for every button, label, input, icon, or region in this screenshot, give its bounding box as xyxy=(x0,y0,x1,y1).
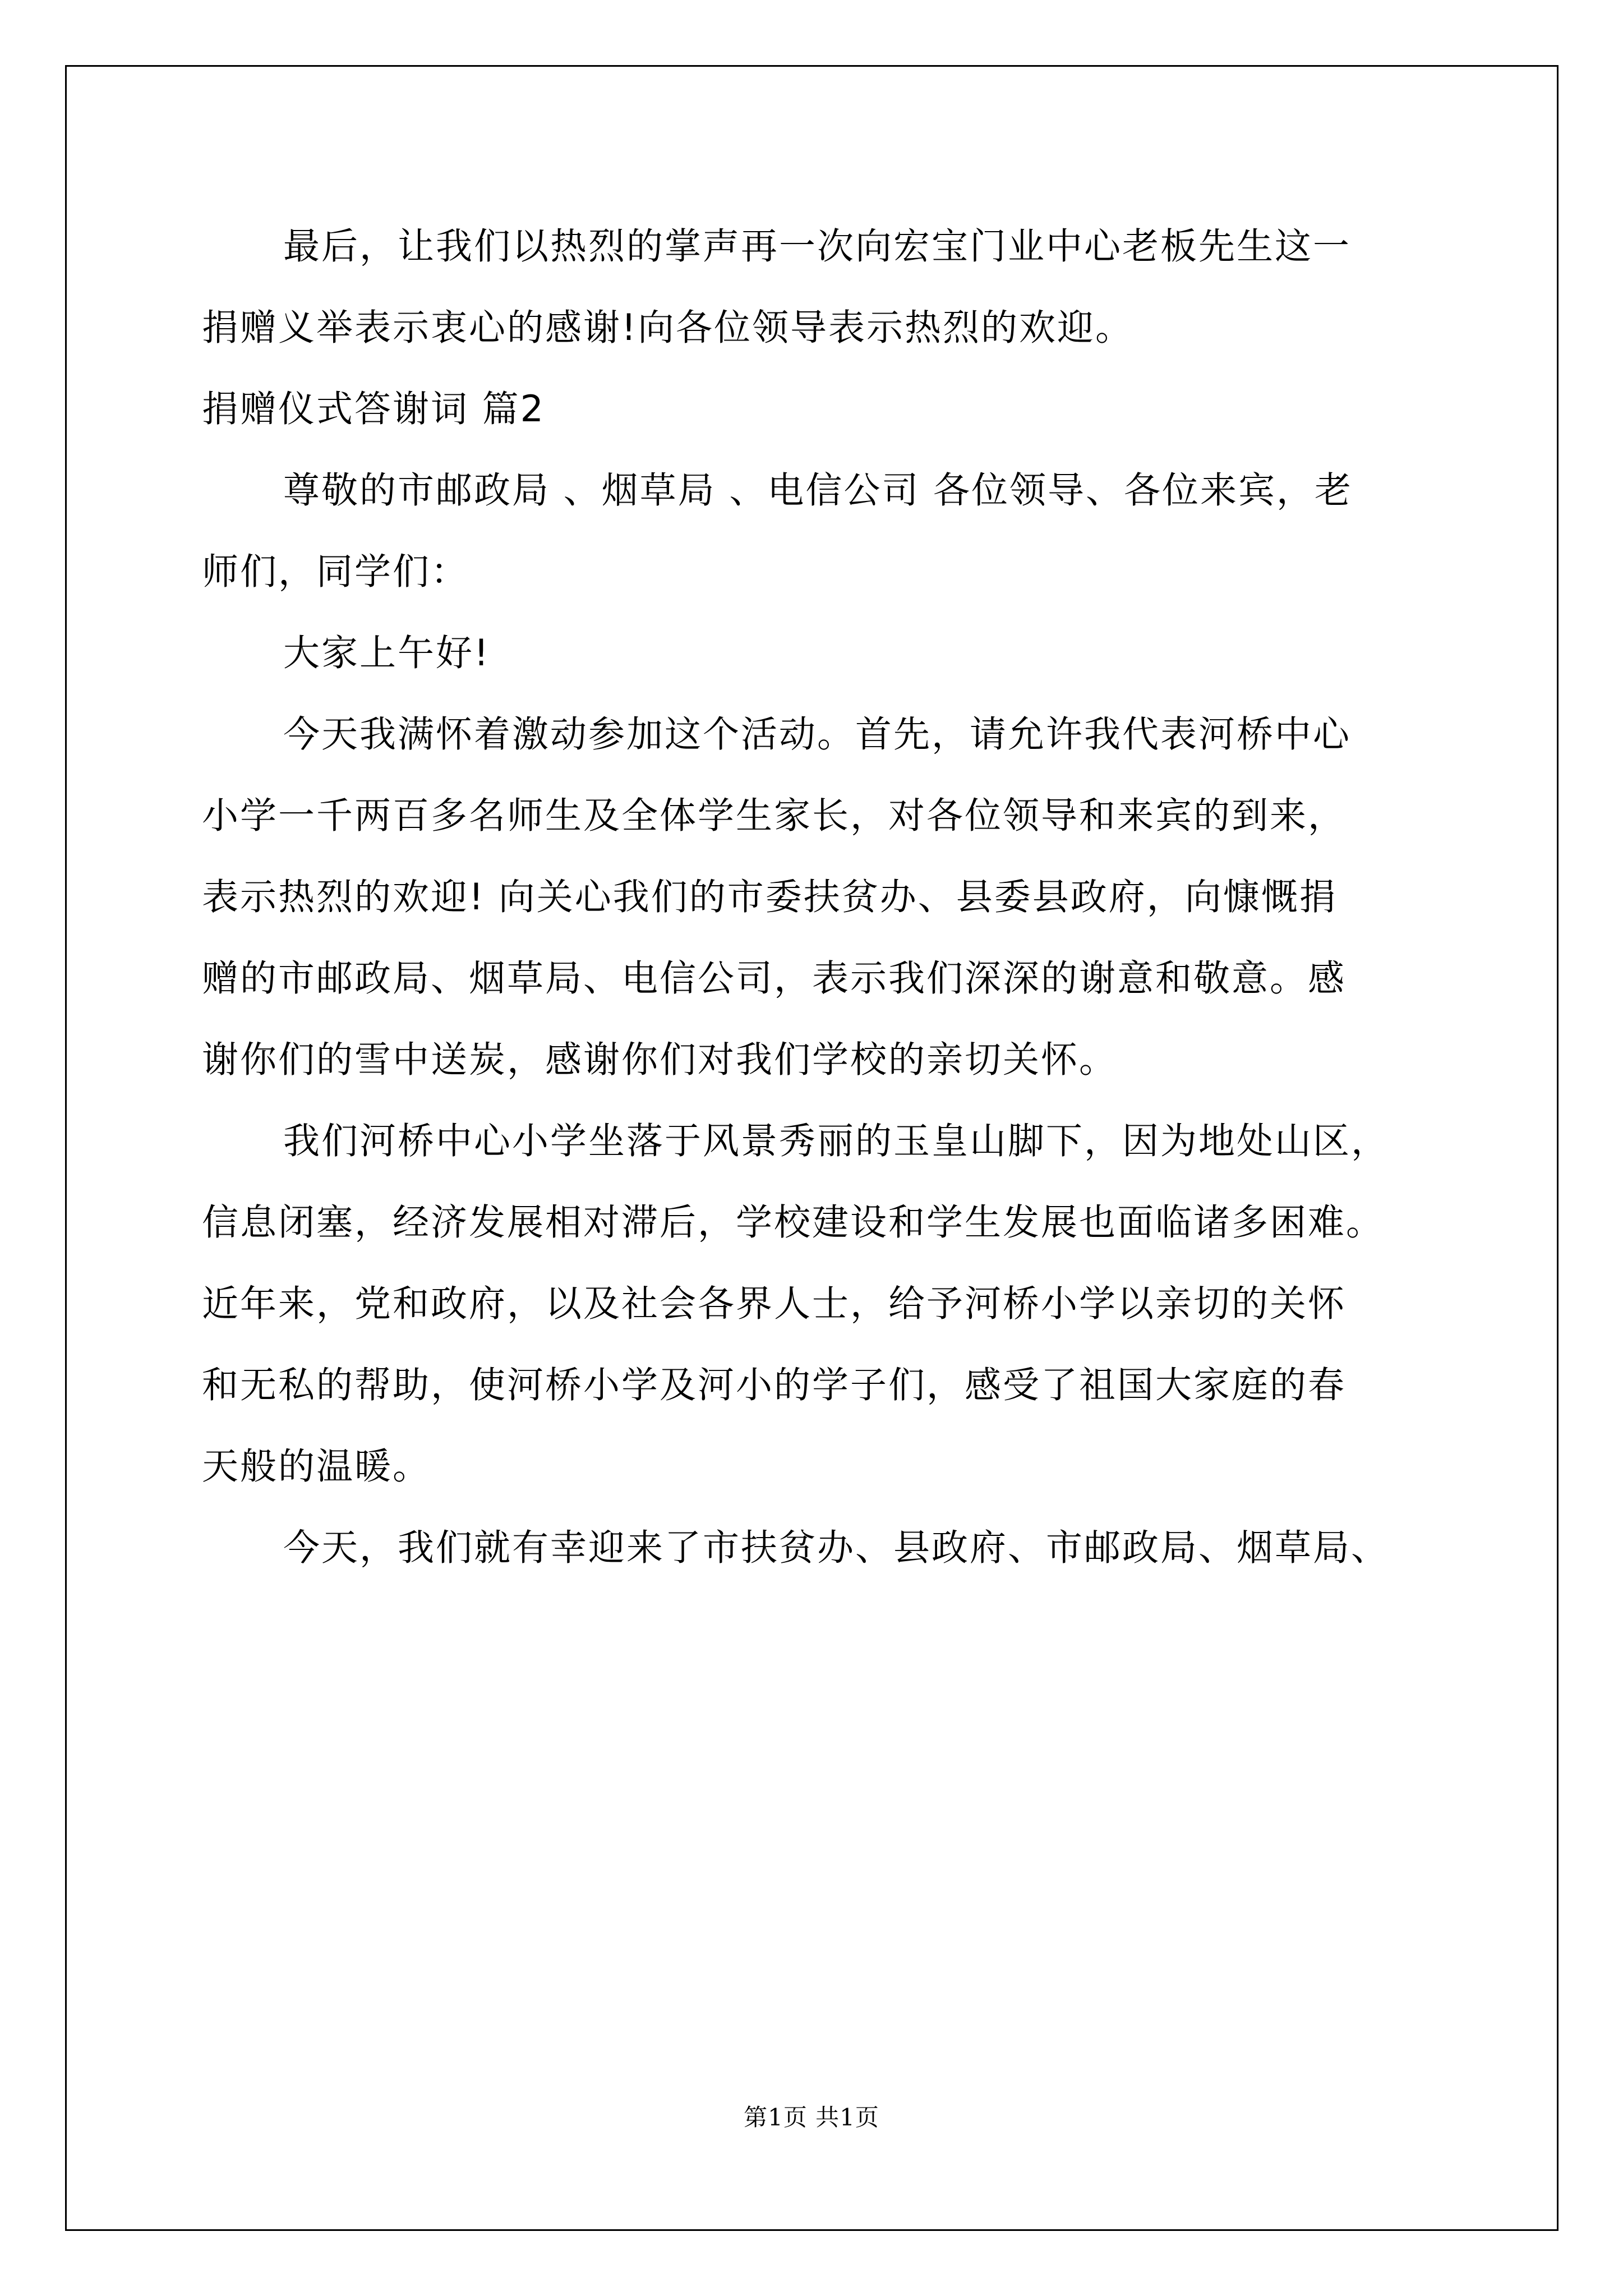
paragraph-line: 今天我满怀着激动参加这个活动。首先，请允许我代表河桥中心 xyxy=(283,714,1352,756)
paragraph-line: 谢你们的雪中送炭，感谢你们对我们学校的亲切关怀。 xyxy=(202,1039,1118,1081)
paragraph-line: 师们，同学们： xyxy=(202,551,469,593)
paragraph-line: 尊敬的市邮政局 、烟草局 、电信公司 各位领导、各位来宾，老 xyxy=(283,470,1353,512)
paragraph-line: 最后，让我们以热烈的掌声再一次向宏宝门业中心老板先生这一 xyxy=(283,226,1352,268)
paragraph-line: 我们河桥中心小学坐落于风景秀丽的玉皇山脚下，因为地处山区， xyxy=(283,1120,1390,1162)
page-footer: 第1页 共1页 xyxy=(744,2104,879,2131)
paragraph-line: 大家上午好! xyxy=(283,632,491,674)
paragraph-line: 今天，我们就有幸迎来了市扶贫办、县政府、市邮政局、烟草局、 xyxy=(283,1527,1390,1569)
paragraph-line: 信息闭塞，经济发展相对滞后，学校建设和学生发展也面临诸多困难。 xyxy=(202,1202,1385,1244)
paragraph-line: 近年来，党和政府，以及社会各界人士，给予河桥小学以亲切的关怀 xyxy=(202,1283,1347,1325)
section-heading: 捐赠仪式答谢词 篇2 xyxy=(202,388,546,430)
paragraph-line: 小学一千两百多名师生及全体学生家长，对各位领导和来宾的到来， xyxy=(202,795,1347,837)
paragraph-line: 和无私的帮助，使河桥小学及河小的学子们，感受了祖国大家庭的春 xyxy=(202,1364,1347,1406)
paragraph-line: 表示热烈的欢迎! 向关心我们的市委扶贫办、县委县政府，向慷慨捐 xyxy=(202,876,1338,918)
paragraph-line: 赠的市邮政局、烟草局、电信公司，表示我们深深的谢意和敬意。感 xyxy=(202,958,1347,1000)
paragraph-line: 捐赠义举表示衷心的感谢!向各位领导表示热烈的欢迎。 xyxy=(202,307,1134,349)
paragraph-line: 天般的温暖。 xyxy=(202,1446,431,1488)
